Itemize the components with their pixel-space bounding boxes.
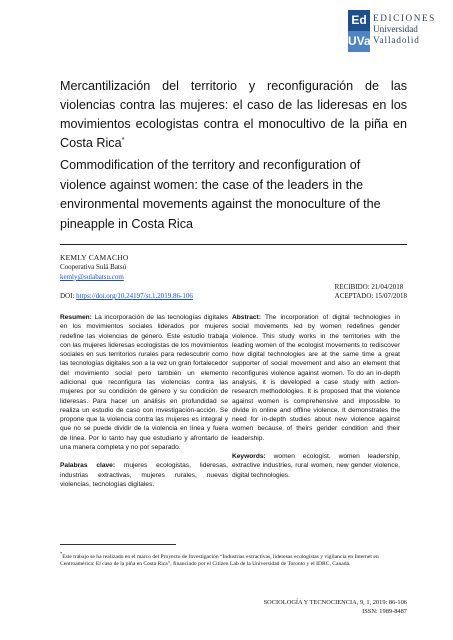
title-spanish-text: Mercantilización del territorio y reconfiguración de las violencias contra las mujeres: el caso de las lideresas en los movimientos ecologistas contra el monocultivo de la piña en Costa Rica <box>60 79 407 150</box>
received-date: RECIBIDO: 21/04/2018 <box>334 283 404 291</box>
abstract-label: Abstract: <box>232 314 261 321</box>
journal-citation: SOCIOLOGÍA Y TECNOCIENCIA, 9, 1, 2019: 86-106 <box>263 599 407 606</box>
author-email-link[interactable]: kemly@sulabatsu.com <box>60 273 124 281</box>
footnote-divider <box>60 544 176 545</box>
abstract-paragraph <box>232 313 400 443</box>
logo-line-3: Valladolid <box>373 35 420 45</box>
resumen-paragraph <box>60 313 228 452</box>
resumen-label: Resumen: <box>60 314 92 321</box>
palabras-clave-label: Palabras clave: <box>60 462 116 470</box>
logo-line-1: EDICIONES <box>373 13 436 23</box>
keywords <box>232 452 400 480</box>
abstract-spanish <box>60 313 228 489</box>
author-name: KEMLY CAMACHO <box>60 253 129 262</box>
logo-uva-box: UVa <box>348 31 370 52</box>
journal-footer <box>264 599 407 617</box>
doi-row <box>60 292 193 301</box>
abstract-english <box>232 313 400 480</box>
author-affiliation: Cooperativa Sulá Batsú <box>60 263 127 271</box>
submission-dates <box>335 283 407 302</box>
title-footnote-mark: * <box>121 134 125 144</box>
journal-issn: ISSN: 1989-8487 <box>362 607 407 615</box>
publisher-logo <box>348 6 450 52</box>
doi-link[interactable]: https://doi.org/10.24197/st.1.2019.86-106 <box>76 292 193 300</box>
palabras-clave-text: mujeres ecologistas, lideresas, industrias extractivas, mujeres rurales, nuevas violencias, tecnologías digitales. <box>60 462 228 488</box>
doi-label: DOI: <box>60 292 75 300</box>
resumen-text: La incorporación de las tecnologías digitales en los movimientos sociales liderados por mujeres redefine las violencias de género. Este estudio trabaja con las mujeres lideresas ecologistas de los movimientos sociales en sus territorios rurales para redescubrir como las tecnologías digitales son a la vez un gran fortalecedor del movimiento social pero también un elemento adicional que reconfigura las violencias contra las mujeres por su condición de género y su condición de lideresas. Para hacer un análisis en profundidad se realiza un estudio de caso con investigación-acción. Se propone que la violencia contra las mujeres es integral y que no se puede dividir de la violencia en línea y fuera de línea. Por lo tanto hay que estudiarlo y afrontarlo de una manera completa y no por separado. <box>60 314 228 451</box>
logo-line-2: Universidad <box>373 24 418 34</box>
keywords-label: Keywords: <box>232 452 266 460</box>
keywords-text: women ecologist, women leadership, extractive industries, rural women, new gender violence, digital technologies. <box>232 452 400 479</box>
logo-ed-box: Ed <box>348 10 370 31</box>
abstract-text: The incorporation of digital technologies in social movements led by women redefines gender violence. This study works in the territories with the leading women of the ecologist movements to rediscover how digital technologies are at the same time a great supporter of social movement and also an element that reconfigures violence against women. To do an in-depth analysis, it is developed a case study with action-research methodologies. It is proposed that the violence against women is comprehensive and impossible to divide in online and offline violence. It demonstrates the need for in-depth studies about new violence against women because of theirs gender condition and their leadership. <box>232 314 400 442</box>
title-spanish <box>60 77 407 153</box>
palabras-clave <box>60 461 228 489</box>
footnote-text: Este trabajo se ha realizado en el marco del Proyecto de Investigación “Industrias extractivas, lideresas ecologistas y vigilancia en Internet en Centroamérica: El caso de la piña en Costa Rica”, financiado por el Citizen Lab de la Universidad de Toronto y el IDRC, Canadá. <box>60 553 379 568</box>
accepted-date: ACEPTADO: 15/07/2018 <box>334 292 407 301</box>
footnote <box>60 550 408 569</box>
title-english: Commodification of the territory and reconfiguration of violence against women: the case of the leaders in the environmental movements against the monoculture of the pineapple in Costa Rica <box>60 158 381 231</box>
title-divider <box>60 244 407 245</box>
footnote-mark: * <box>60 551 63 556</box>
